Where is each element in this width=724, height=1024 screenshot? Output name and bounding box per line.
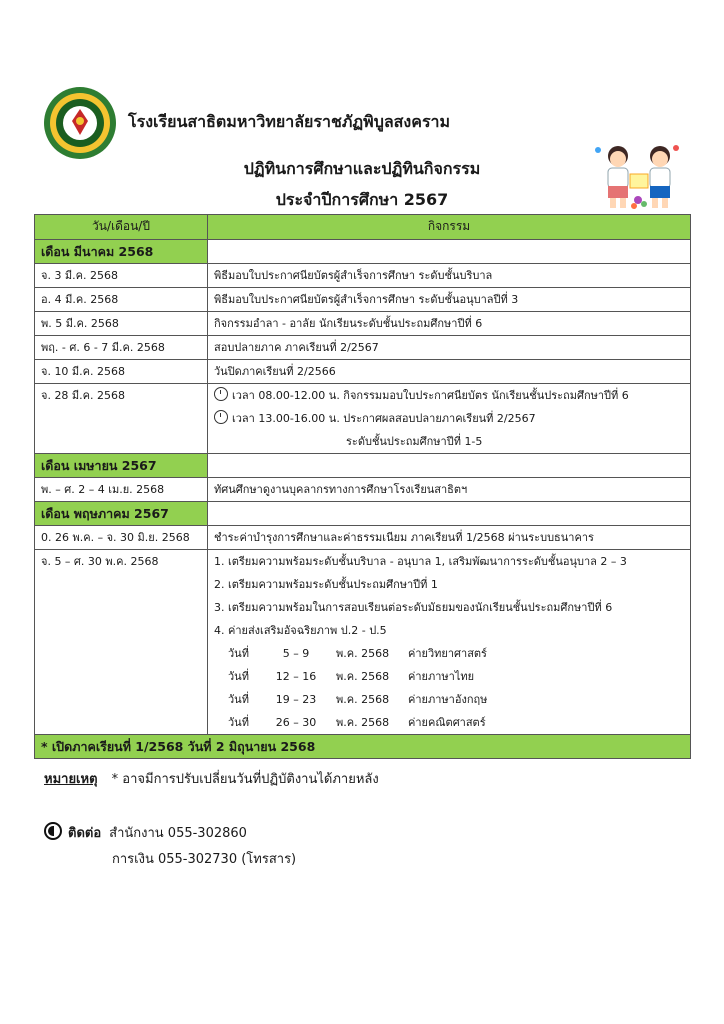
row-activity: พิธีมอบใบประกาศนียบัตรผู้สำเร็จการศึกษา ระดับชั้นบริบาล: [208, 264, 691, 288]
contact-section: [44, 821, 296, 873]
table-row: [35, 288, 691, 312]
month-row-march: [35, 240, 691, 264]
row-activity: [208, 550, 691, 735]
row-activity: พิธีมอบใบประกาศนียบัตรผู้สำเร็จการศึกษา ระดับชั้นอนุบาลปีที่ 3: [208, 288, 691, 312]
row-date: จ. 5 – ศ. 30 พ.ค. 2568: [35, 550, 208, 735]
list-item: 2. เตรียมความพร้อมระดับชั้นประถมศึกษาปีที่ 1: [214, 578, 438, 591]
contact-finance: การเงิน 055-302730 (โทรสาร): [112, 852, 297, 867]
table-row: [35, 384, 691, 454]
phone-icon: [44, 822, 62, 840]
semester-start-row: [35, 735, 691, 759]
kids-illustration-icon: [588, 140, 686, 212]
document-title: ปฏิทินการศึกษาและปฏิทินกิจกรรม: [243, 159, 481, 178]
row-activity: สอบปลายภาค ภาคเรียนที่ 2/2567: [208, 336, 691, 360]
row-date: จ. 3 มี.ค. 2568: [35, 264, 208, 288]
list-item: 4. ค่ายส่งเสริมอัจฉริยภาพ ป.2 - ป.5: [214, 624, 387, 637]
camp-item: วันที่ 5 – 9 พ.ค. 2568 ค่ายวิทยาศาสตร์: [228, 647, 487, 660]
table-row: [35, 336, 691, 360]
document-subtitle: ประจำปีการศึกษา 2567: [275, 190, 449, 209]
month-label: เดือน พฤษภาคม 2567: [35, 502, 208, 526]
school-emblem-icon: [42, 85, 118, 161]
row-date: จ. 10 มี.ค. 2568: [35, 360, 208, 384]
remark: [44, 768, 379, 789]
table-row: [35, 360, 691, 384]
camp-item: วันที่ 26 – 30 พ.ค. 2568 ค่ายคณิตศาสตร์: [228, 716, 486, 729]
camp-item: วันที่ 12 – 16 พ.ค. 2568 ค่ายภาษาไทย: [228, 670, 475, 683]
row-date: 0. 26 พ.ค. – จ. 30 มิ.ย. 2568: [35, 526, 208, 550]
school-name: โรงเรียนสาธิตมหาวิทยาลัยราชภัฏพิบูลสงคราม: [128, 112, 451, 131]
row-date: พฤ. - ศ. 6 - 7 มี.ค. 2568: [35, 336, 208, 360]
row-date: จ. 28 มี.ค. 2568: [35, 384, 208, 454]
row-date: พ. – ศ. 2 – 4 เม.ย. 2568: [35, 478, 208, 502]
month-label: เดือน มีนาคม 2568: [35, 240, 208, 264]
contact-label: ติดต่อ: [68, 826, 102, 841]
column-header-date: วัน/เดือน/ปี: [35, 215, 208, 240]
academic-calendar-table: [34, 214, 691, 759]
row-date: พ. 5 มี.ค. 2568: [35, 312, 208, 336]
row-activity: ทัศนศึกษาดูงานบุคลากรทางการศึกษาโรงเรียนสาธิตฯ: [208, 478, 691, 502]
row-activity: วันปิดภาคเรียนที่ 2/2566: [208, 360, 691, 384]
row-date: อ. 4 มี.ค. 2568: [35, 288, 208, 312]
remark-text: * อาจมีการปรับเปลี่ยนวันที่ปฏิบัติงานได้ภายหลัง: [111, 772, 379, 787]
contact-office: สำนักงาน 055-302860: [109, 826, 247, 841]
clock-icon: [214, 410, 228, 424]
clock-icon: [214, 387, 228, 401]
row-activity: เวลา 08.00-12.00 น. กิจกรรมมอบใบประกาศนียบัตร นักเรียนชั้นประถมศึกษาปีที่ 6 เวลา 13.00-16.00 น. ประกาศผลสอบปลายภาคเรียนที่ 2/2567 ระดับชั้นประถมศึกษาปีที่ 1-5: [208, 384, 691, 454]
month-label: เดือน เมษายน 2567: [35, 454, 208, 478]
column-header-activity: กิจกรรม: [208, 215, 691, 240]
list-item: 3. เตรียมความพร้อมในการสอบเรียนต่อระดับมัธยมของนักเรียนชั้นประถมศึกษาปีที่ 6: [214, 601, 613, 614]
camp-item: วันที่ 19 – 23 พ.ค. 2568 ค่ายภาษาอังกฤษ: [228, 693, 488, 706]
table-row: [35, 264, 691, 288]
table-row: [35, 526, 691, 550]
month-row-april: [35, 454, 691, 478]
table-row: [35, 550, 691, 735]
table-row: [35, 312, 691, 336]
month-row-may: [35, 502, 691, 526]
semester-start-text: * เปิดภาคเรียนที่ 1/2568 วันที่ 2 มิถุนายน 2568: [35, 735, 691, 759]
row-activity: กิจกรรมอำลา - อาลัย นักเรียนระดับชั้นประถมศึกษาปีที่ 6: [208, 312, 691, 336]
remark-label: หมายเหตุ: [44, 772, 98, 787]
list-item: 1. เตรียมความพร้อมระดับชั้นบริบาล - อนุบาล 1, เสริมพัฒนาการระดับชั้นอนุบาล 2 – 3: [214, 555, 627, 568]
row-activity: ชำระค่าบำรุงการศึกษาและค่าธรรมเนียม ภาคเรียนที่ 1/2568 ผ่านระบบธนาคาร: [208, 526, 691, 550]
table-row: [35, 478, 691, 502]
